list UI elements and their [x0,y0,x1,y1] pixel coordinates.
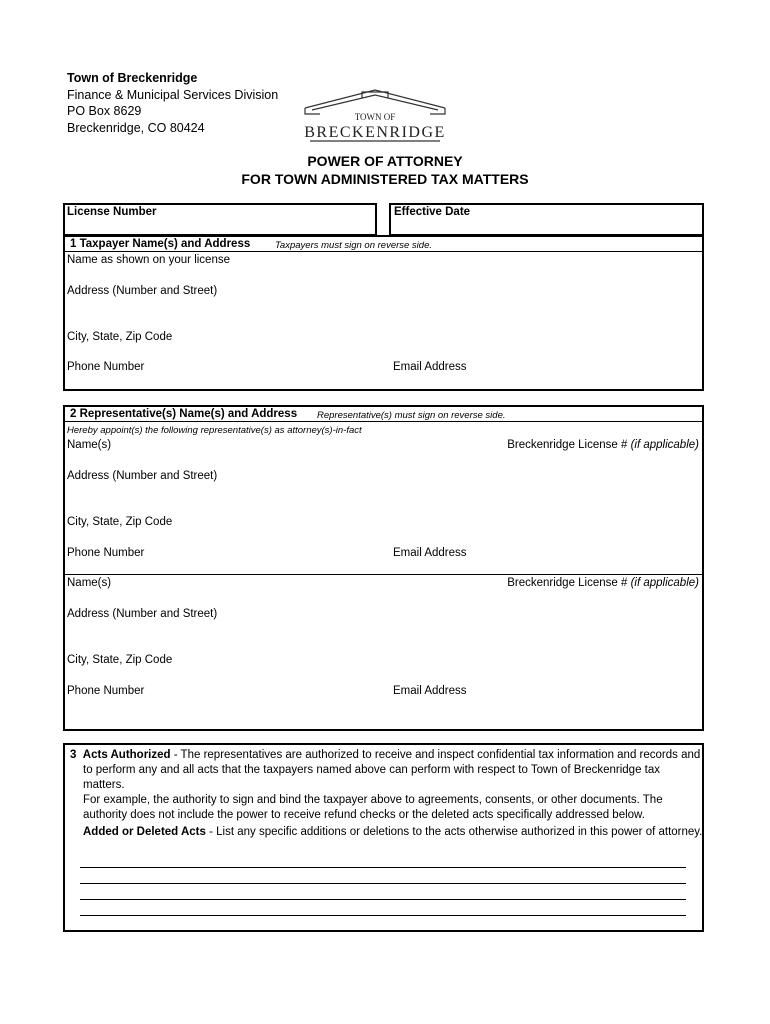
taxpayer-city-label[interactable]: City, State, Zip Code [67,331,173,343]
acts-text-4: authority does not include the power to receive refund checks or the deleted acts specifically addressed below. [83,809,645,821]
rep-2-license-label[interactable] [507,577,699,589]
breckenridge-logo [300,86,450,146]
added-deleted-paragraph [83,825,703,840]
rep-2-license-text: Breckenridge License # [507,577,631,589]
taxpayer-name-label[interactable]: Name as shown on your license [67,254,230,266]
po-box: PO Box 8629 [67,104,142,118]
section-2-representatives [63,405,704,731]
rep-2-address-label[interactable]: Address (Number and Street) [67,608,218,620]
added-deleted-text: - List any specific additions or deletions to the acts otherwise authorized in this power of attorney. [205,826,703,838]
form-title: POWER OF ATTORNEY [307,153,463,169]
rep-1-email-label[interactable]: Email Address [393,547,467,559]
acts-text-2: to perform any and all acts that the taxpayers named above can perform with respect to Town of Breckenridge tax matters. [83,764,661,791]
section-1-heading: 1 Taxpayer Name(s) and Address [70,238,251,250]
rep-1-license-label[interactable] [507,439,699,451]
license-number-label: License Number [67,206,157,218]
acts-write-line-2[interactable] [80,883,686,884]
rep-2-phone-label[interactable]: Phone Number [67,685,145,697]
rep-1-names-label[interactable]: Name(s) [67,439,112,451]
acts-write-line-4[interactable] [80,915,686,916]
section-2-note: Representative(s) must sign on reverse side. [317,410,506,421]
section-3-acts [63,743,704,932]
rep-divider [65,574,702,575]
section-1-taxpayer [63,235,704,391]
rep-2-license-note: (if applicable) [630,577,699,589]
logo-top-text: TOWN OF [354,112,396,122]
rep-1-city-label[interactable]: City, State, Zip Code [67,516,173,528]
org-name: Town of Breckenridge [67,71,198,85]
rep-2-city-label[interactable]: City, State, Zip Code [67,654,173,666]
section-1-divider [65,251,702,252]
effective-date-field[interactable] [389,203,704,236]
license-number-field[interactable] [63,203,377,236]
section-2-heading: 2 Representative(s) Name(s) and Address [70,408,298,420]
town-address-block [67,70,278,136]
form-subtitle: FOR TOWN ADMINISTERED TAX MATTERS [241,171,529,187]
section-2-divider [65,421,702,422]
effective-date-label: Effective Date [394,206,471,218]
logo-main-text: BRECKENRIDGE [304,124,446,141]
rep-1-license-note: (if applicable) [630,439,699,451]
acts-authorized-paragraph [70,748,702,823]
division-name: Finance & Municipal Services Division [67,87,279,102]
rep-1-address-label[interactable]: Address (Number and Street) [67,470,218,482]
rep-1-license-text: Breckenridge License # [507,439,631,451]
rep-2-email-label[interactable]: Email Address [393,685,467,697]
acts-line-1 [70,748,702,763]
taxpayer-address-label[interactable]: Address (Number and Street) [67,285,218,297]
acts-write-line-3[interactable] [80,899,686,900]
acts-text-3: For example, the authority to sign and bind the taxpayer above to agreements, consents, or other documents. The [83,794,663,806]
taxpayer-email-label[interactable]: Email Address [393,361,467,373]
acts-number: 3 [70,749,77,761]
logo-roof-outer [305,90,445,108]
rep-2-names-label[interactable]: Name(s) [67,577,112,589]
appoint-note: Hereby appoint(s) the following representative(s) as attorney(s)-in-fact [67,425,362,436]
acts-heading: Acts Authorized [82,749,171,761]
added-deleted-heading: Added or Deleted Acts [83,826,206,838]
logo-roof-inner [312,95,438,110]
acts-write-line-1[interactable] [80,867,686,868]
taxpayer-phone-label[interactable]: Phone Number [67,361,145,373]
acts-text-1: - The representatives are authorized to receive and inspect confidential tax information and records and [170,749,701,761]
rep-1-phone-label[interactable]: Phone Number [67,547,145,559]
city-state-zip: Breckenridge, CO 80424 [67,120,205,135]
section-1-note: Taxpayers must sign on reverse side. [275,240,433,251]
